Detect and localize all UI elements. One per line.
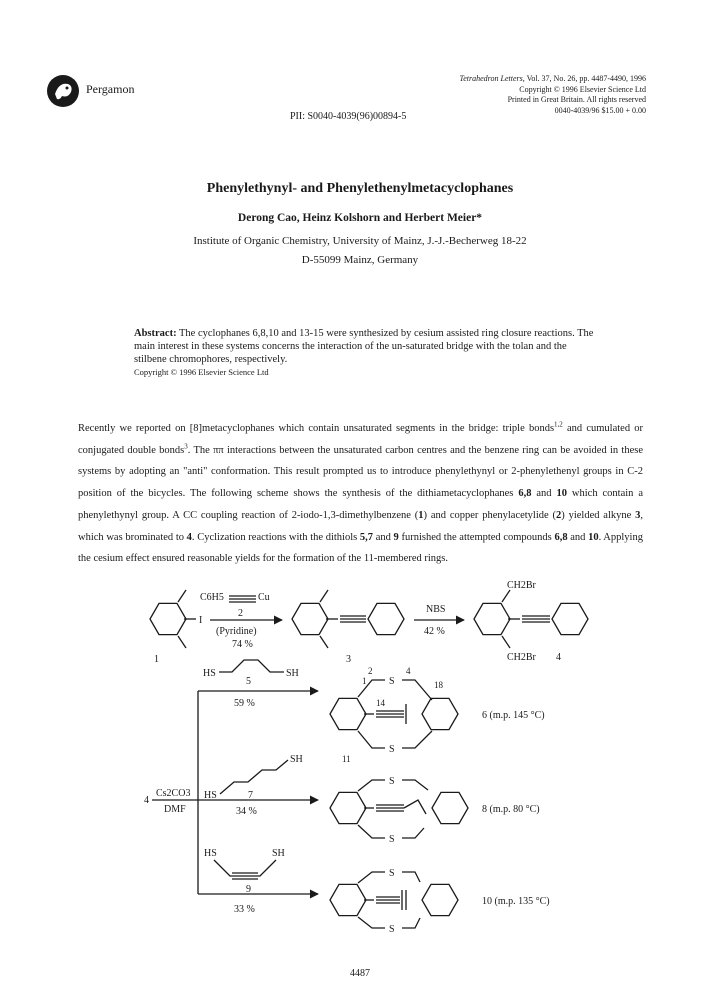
compound-4-structure: [469, 590, 592, 648]
reagent-2-number: 2: [238, 608, 243, 619]
product-6-s-top: S: [389, 676, 395, 687]
product-8-structure: [325, 780, 472, 838]
compound-4-start: 4: [144, 795, 149, 806]
iodine-label: I: [199, 615, 203, 626]
body-text: and: [373, 531, 394, 543]
abstract-text: The cyclophanes 6,8,10 and 13-15 were synthesized by cesium assisted ring closure reactions. The main interest in these systems concerns the interaction of the un-saturated bridge with the tolan and the stilbene chromophores, respectively.: [134, 328, 594, 365]
product-8-s-bottom: S: [389, 834, 395, 845]
abstract-label: Abstract:: [134, 328, 177, 339]
compound-ref: 2: [556, 509, 562, 521]
compound-ref: 10: [588, 531, 599, 543]
dithiol-7-hs: HS: [204, 790, 217, 801]
body-text: . Cyclization reactions with the dithiols: [191, 531, 360, 543]
dithiol-5-chain: [219, 660, 284, 672]
compound-ref: 3: [635, 509, 641, 521]
reaction-scheme: [0, 576, 720, 946]
yield-1: 74 %: [232, 639, 253, 650]
body-text: . The ππ interactions between the unsaturated carbon centres and the benzene ring can be avoided in these systems by adopting an "anti" conformation. This result prompted us to introduce phenylethynyl or 2-phenylethenyl groups in C-2 position of the bicycles. The following scheme shows the synthesis of the dithiametacyclophanes: [78, 444, 643, 500]
product-10-s-top: S: [389, 868, 395, 879]
compound-1-label: 1: [154, 654, 159, 665]
body-text: Recently we reported on [8]metacyclophanes which contain unsaturated segments in the bridge: triple bonds: [78, 423, 555, 434]
journal-info: [386, 74, 646, 116]
product-10-label: 10 (m.p. 135 °C): [482, 896, 550, 907]
pii: PII: S0040-4039(96)00894-5: [290, 111, 407, 122]
locant-14: 14: [376, 698, 385, 708]
page-number: 4487: [350, 968, 370, 979]
locant-1: 1: [362, 676, 367, 686]
body-text: furnished the attempted compounds: [398, 531, 555, 543]
journal-copyright: Copyright © 1996 Elsevier Science Ltd: [519, 84, 646, 94]
body-text: which contain a phenylethynyl group. A CC coupling reaction of 2-iodo-1,3-dimethylbenzene (: [78, 488, 643, 521]
locant-18: 18: [434, 680, 443, 690]
product-8-s-top: S: [389, 776, 395, 787]
body-text: and: [531, 488, 557, 500]
product-6-s-bottom: S: [389, 744, 395, 755]
dithiol-5-number: 5: [246, 676, 251, 687]
compound-1-structure: [145, 590, 196, 648]
compound-ref: 6,8: [554, 531, 568, 543]
yield-7: 34 %: [236, 806, 257, 817]
reagent-nbs: NBS: [426, 604, 446, 615]
reagent-copper: Cu: [258, 592, 270, 603]
authors: Derong Cao, Heinz Kolshorn and Herbert Meier*: [237, 212, 483, 224]
body-text: , which was brominated to: [78, 509, 643, 543]
body-text: ) yielded alkyne: [561, 509, 636, 521]
body-text: . Applying the cesium effect ensured reasonable yields for the formation of the 11-membered rings.: [78, 531, 643, 565]
affiliation-line-2: D-55099 Mainz, Germany: [301, 254, 419, 266]
yield-2: 42 %: [424, 626, 445, 637]
journal-printed: Printed in Great Britain. All rights reserved: [507, 95, 646, 104]
compound-ref: 1: [418, 509, 424, 521]
ref-superscript: 1,2: [554, 420, 563, 429]
body-paragraph: [78, 418, 643, 570]
affiliation: [0, 232, 720, 270]
product-8-label: 8 (m.p. 80 °C): [482, 804, 540, 815]
reagent-triple-bond: [229, 596, 256, 602]
article-title: Phenylethynyl- and Phenylethenylmetacyclophanes: [206, 181, 514, 196]
abstract: [134, 327, 596, 366]
yield-9: 33 %: [234, 904, 255, 915]
dithiol-9-hs: HS: [204, 848, 217, 859]
journal-price: 0040-4039/96 $15.00 + 0.00: [554, 105, 646, 115]
ch2br-bottom: CH2Br: [507, 652, 536, 663]
body-text: and cumulated or conjugated double bonds: [78, 423, 643, 456]
compound-ref: 6,8: [518, 488, 532, 500]
compound-ref: 9: [393, 531, 399, 543]
reagent-phenyl: C6H5: [200, 592, 224, 603]
base-cs2co3: Cs2CO3: [156, 788, 191, 799]
locant-2: 2: [368, 666, 373, 676]
dithiol-7-number: 7: [248, 790, 253, 801]
affiliation-line-1: Institute of Organic Chemistry, University of Mainz, J.-J.-Becherweg 18-22: [193, 235, 527, 247]
journal-title: Tetrahedron Letters: [459, 74, 523, 83]
dithiol-5-sh: SH: [286, 668, 299, 679]
dithiol-9-number: 9: [246, 884, 251, 895]
product-10-structure: [325, 872, 462, 928]
solvent-dmf: DMF: [164, 804, 186, 815]
abstract-copyright: Copyright © 1996 Elsevier Science Ltd: [134, 367, 269, 377]
publisher-name: Pergamon: [86, 82, 135, 96]
yield-5: 59 %: [234, 698, 255, 709]
locant-11: 11: [342, 754, 351, 764]
compound-ref: 10: [556, 488, 567, 500]
compound-3-label: 3: [346, 654, 351, 665]
product-6-label: 6 (m.p. 145 °C): [482, 710, 545, 721]
body-text: and: [567, 531, 589, 543]
ref-superscript: 3: [184, 442, 188, 451]
journal-volume: , Vol. 37, No. 26, pp. 4487-4490, 1996: [522, 74, 646, 83]
dithiol-7-chain: [220, 760, 288, 794]
dithiol-9-sh: SH: [272, 848, 285, 859]
product-10-s-bottom: S: [389, 924, 395, 935]
compound-3-structure: [287, 590, 408, 648]
dithiol-7-sh: SH: [290, 754, 303, 765]
compound-ref: 5,7: [359, 531, 374, 543]
ch2br-top: CH2Br: [507, 580, 536, 591]
product-6-structure: [325, 680, 462, 748]
compound-ref: 4: [186, 531, 192, 543]
solvent-pyridine: (Pyridine): [216, 626, 257, 637]
pergamon-logo: [46, 74, 80, 108]
compound-4-label: 4: [556, 652, 561, 663]
locant-4: 4: [406, 666, 411, 676]
body-text: ) and copper phenylacetylide (: [423, 509, 556, 521]
dithiol-5-hs: HS: [203, 668, 216, 679]
